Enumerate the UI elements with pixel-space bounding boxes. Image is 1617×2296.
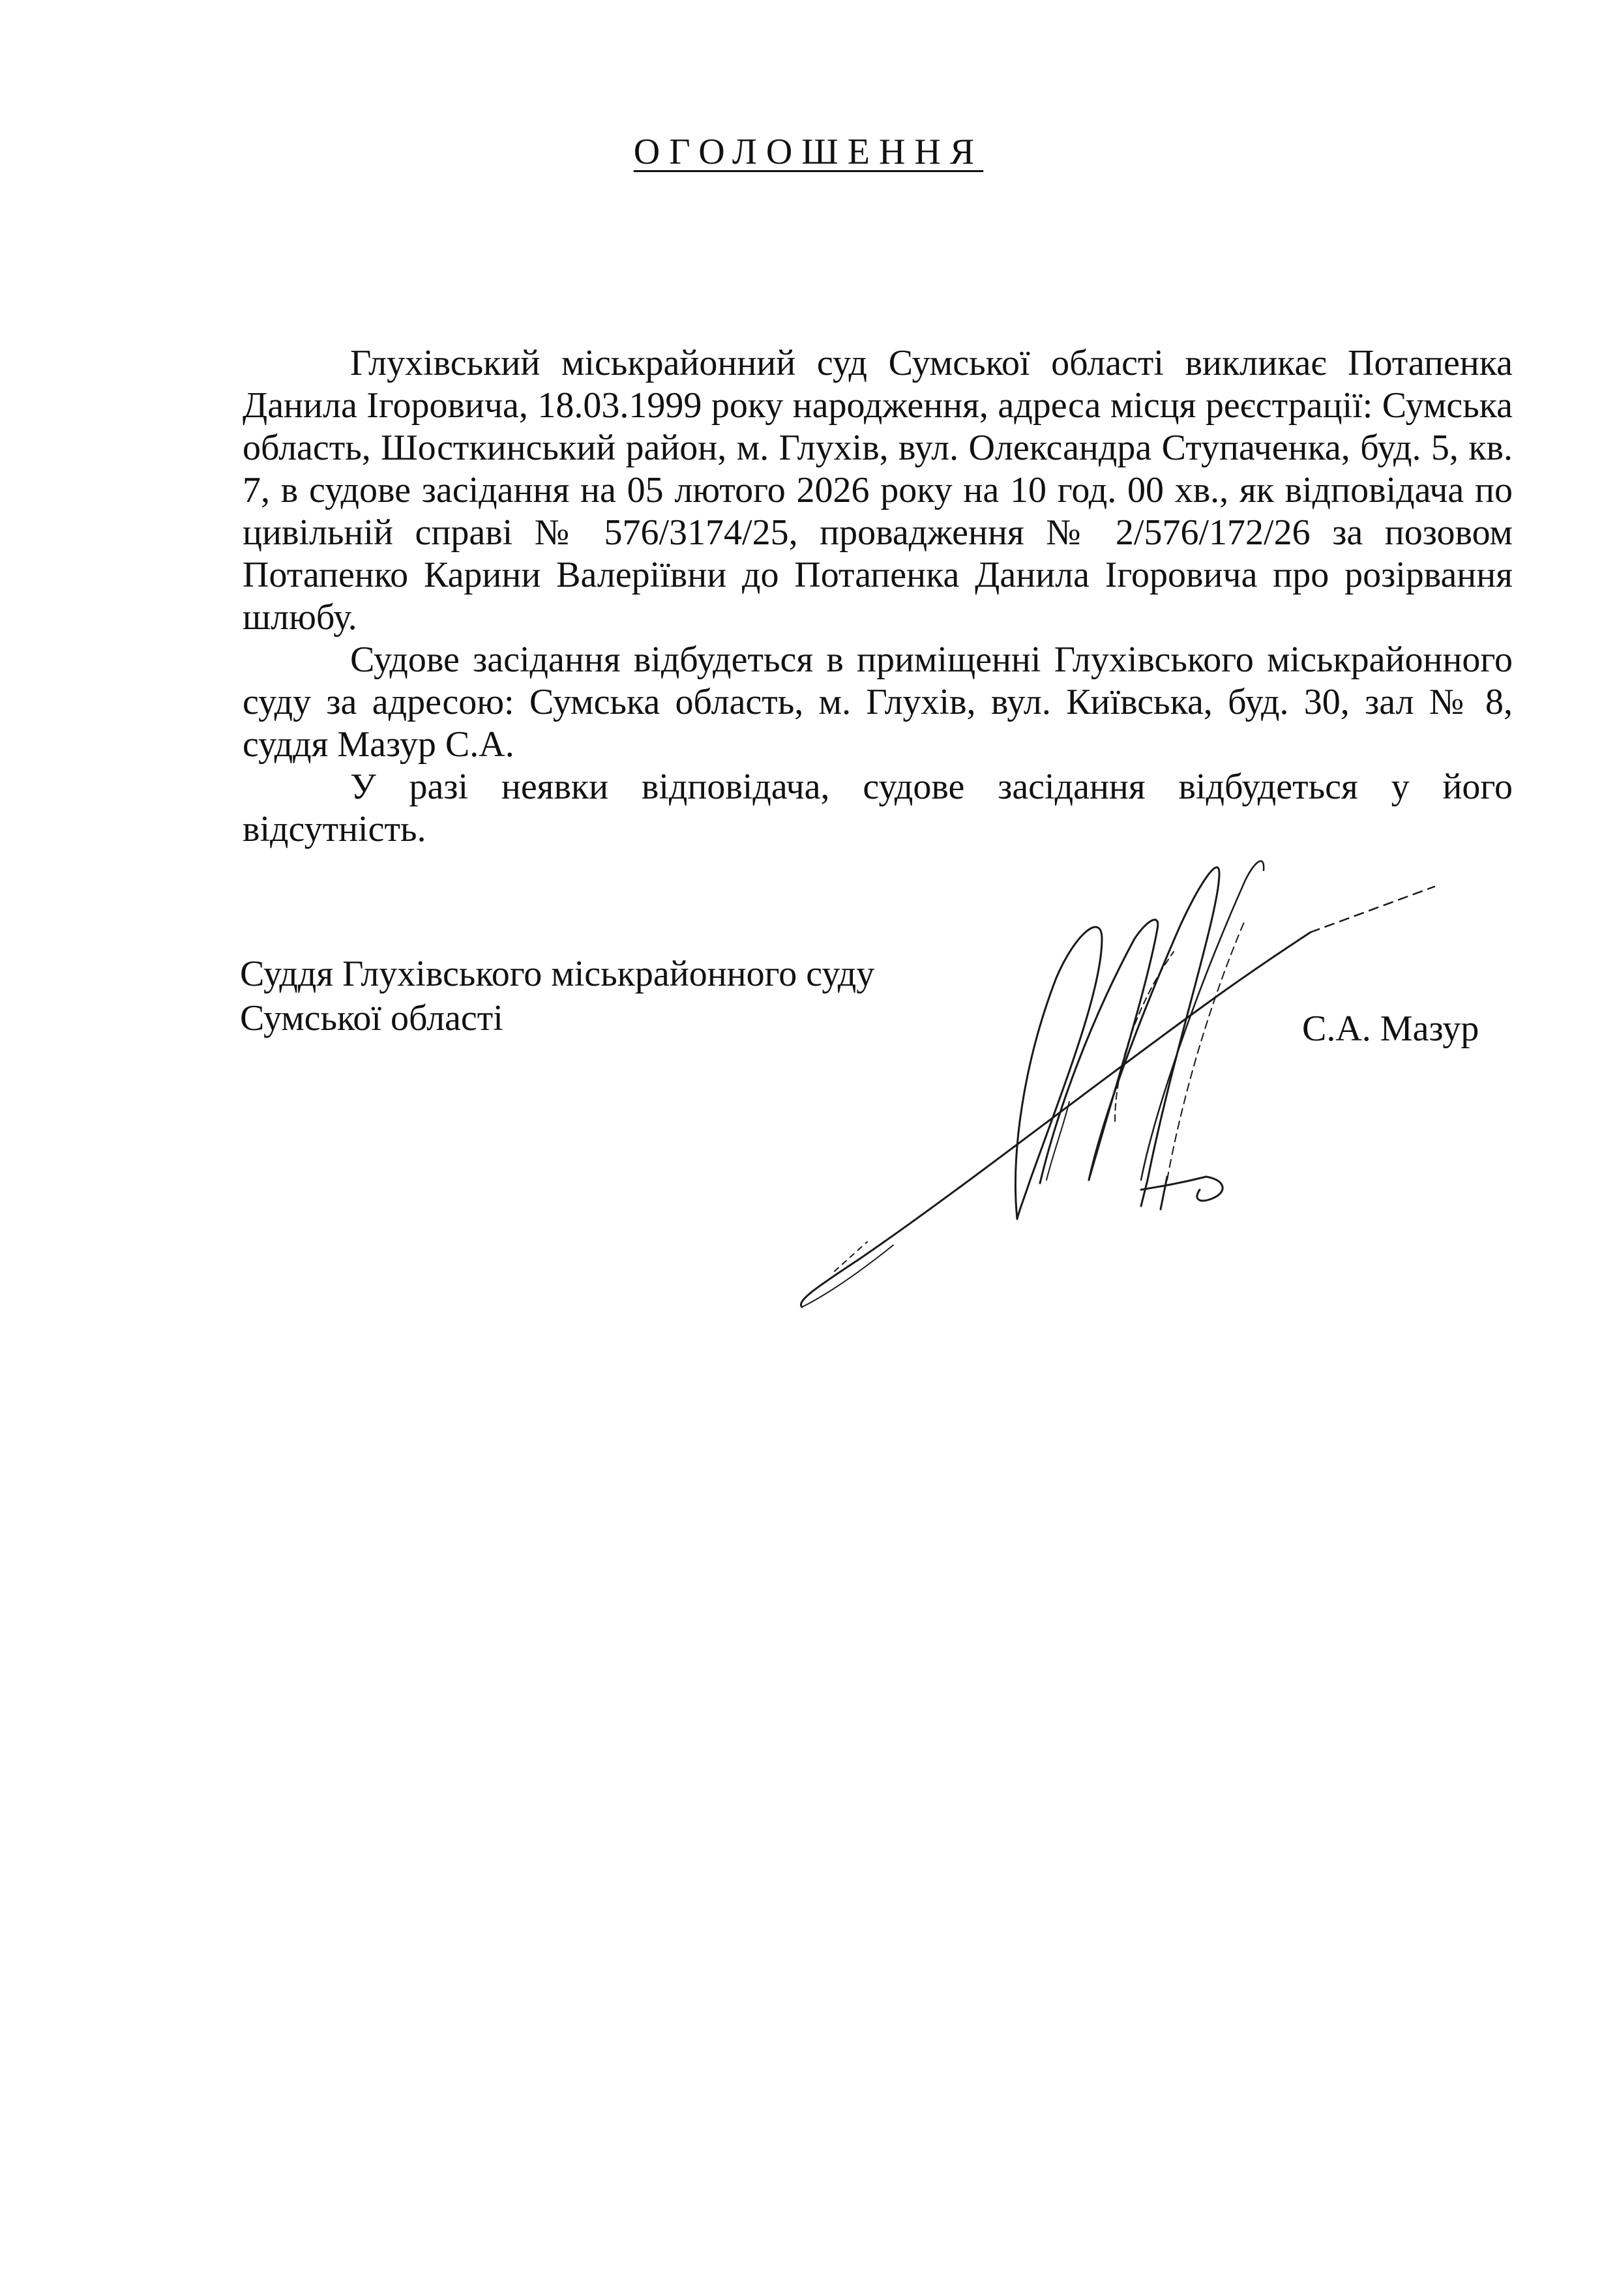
signature-name: С.А. Мазур	[1302, 1008, 1479, 1049]
document-title: ОГОЛОШЕННЯ	[633, 132, 984, 172]
paragraph-venue: Судове засідання відбудеться в приміщенні Глухівського міськрайонного суду за адресою: Сумська область, м. Глухів, вул. Київська, буд. 30, зал № 8, суддя Мазур С.А.	[243, 640, 1513, 765]
paragraph-absence: У разі неявки відповідача, судове засідання відбудеться у його відсутність.	[243, 767, 1513, 849]
paragraph-summons: Глухівський міськрайонний суд Сумської області викликає Потапенка Данила Ігоровича, 18.03.1999 року народження, адреса місця реєстрації: Сумська область, Шосткинський район, м. Глухів, вул. Олександра Ступаченка, буд. 5, кв. 7, в судове засідання на 05 лютого 2026 року на 10 год. 00 хв., як відповідача по цивільній справі № 576/3174/25, провадження № 2/576/172/26 за позовом Потапенко Карини Валеріївни до Потапенка Данила Ігоровича про розірвання шлюбу.	[243, 343, 1513, 638]
signature-role-line2: Сумської області	[240, 998, 503, 1038]
signature-role-line1: Суддя Глухівського міськрайонного суду	[240, 954, 875, 994]
document-body	[243, 342, 1513, 851]
handwritten-signature	[750, 815, 1467, 1336]
